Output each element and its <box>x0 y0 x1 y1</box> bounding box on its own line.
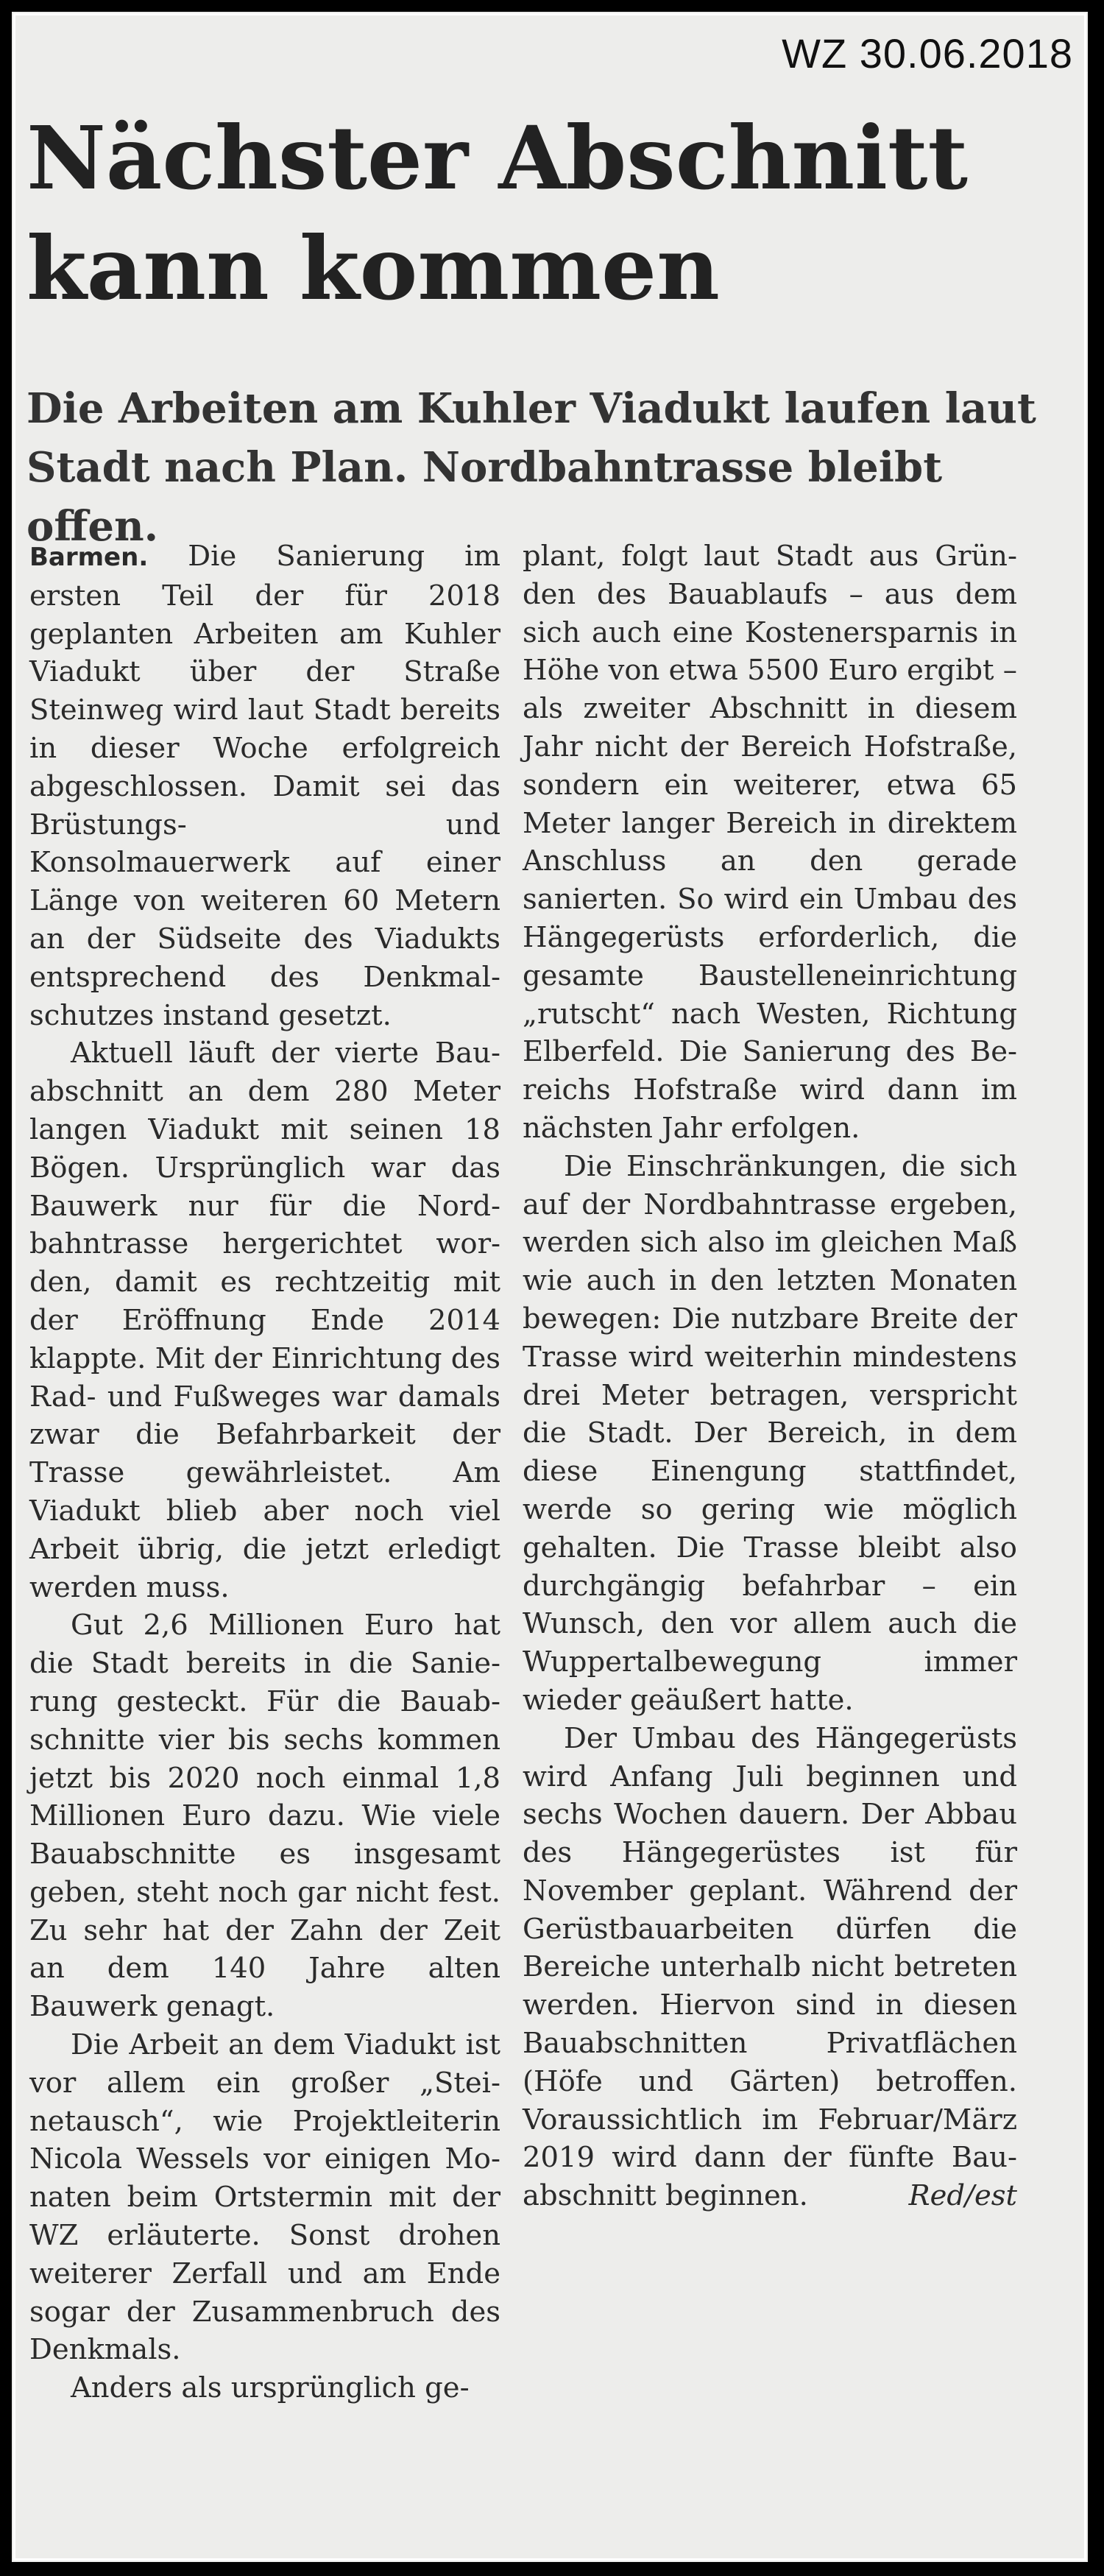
paragraph: Aktuell läuft der vierte Bauabschnitt an dem 280 Meter langen Viadukt mit seinen 18 Bögen. Ursprünglich war das Bauwerk nur für die Nordbahntrasse hergerichtet worden, damit es rechtzeitig mit der Eröffnung Ende 2014 klappte. Mit der Einrichtung des Rad- und Fußweges war damals zwar die Befahrbarkeit der Trasse gewährleistet. Am Viadukt blieb aber noch viel Arbeit übrig, die jetzt erledigt werden muss. <box>29 1037 500 1604</box>
paragraph: plant, folgt laut Stadt aus Gründen des Bauablaufs – aus dem sich auch eine Kostenersparnis in Höhe von etwa 5500 Euro ergibt – als zweiter Abschnitt in diesem Jahr nicht der Bereich Hofstraße, sondern ein weiterer, etwa 65 Meter langer Bereich in direktem Anschluss an den gerade sanierten. So wird ein Umbau des Hängegerüsts erforderlich, die gesamte Baustelleneinrichtung „rutscht“ nach Westen, Richtung Elberfeld. Die Sanierung des Bereichs Hofstraße wird dann im nächsten Jahr erfolgen. <box>523 540 1017 1145</box>
headline-line-1: Nächster Abschnitt <box>26 107 968 209</box>
paragraph: Gut 2,6 Millionen Euro hat die Stadt bereits in die Sanierung gesteckt. Für die Bauabschnitte vier bis sechs kommen jetzt bis 2020 noch einmal 1,8 Millionen Euro dazu. Wie viele Bauabschnitte es insgesamt geben, steht noch gar nicht fest. Zu sehr hat der Zahn der Zeit an dem 140 Jahre alten Bauwerk genagt. <box>29 1609 500 2024</box>
paragraph: Die Einschränkungen, die sich auf der Nordbahntrasse ergeben, werden sich also im gleichen Maß wie auch in den letzten Monaten bewegen: Die nutzbare Breite der Trasse wird weiterhin mindestens drei Meter betragen, verspricht die Stadt. Der Bereich, in dem diese Einengung stattfindet, werde so gering wie möglich gehalten. Die Trasse bleibt also durchgängig befahrbar – ein Wunsch, den vor allem auch die Wuppertalbewegung immer wieder geäußert hatte. <box>523 1149 1017 1717</box>
dateline: Barmen. <box>29 543 149 572</box>
author-signature: Red/est <box>908 2179 1017 2213</box>
source-date-label: WZ 30.06.2018 <box>782 30 1073 77</box>
subheadline-line-2: Stadt nach Plan. Nordbahntrasse bleibt offen. <box>26 443 943 551</box>
headline <box>26 103 1042 324</box>
headline-line-2: kann kommen <box>26 217 720 320</box>
article-column-left <box>29 537 500 2407</box>
subheadline <box>26 379 1057 556</box>
paragraph-text: Die Sanierung im ersten Teil der für 2018 geplanten Arbeiten am Kuhler Viadukt über der Straße Steinweg wird laut Stadt bereits in dieser Woche erfolgreich abgeschlossen. Damit sei das Brüstungs- und Konsolmauerwerk auf einer Länge von weiteren 60 Metern an der Südseite des Viadukts entsprechend des Denkmalschutzes instand gesetzt. <box>29 540 500 1032</box>
subheadline-line-1: Die Arbeiten am Kuhler Viadukt laufen laut <box>26 384 1036 433</box>
paragraph <box>29 537 500 1034</box>
paragraph: Die Arbeit an dem Viadukt ist vor allem ein großer „Steinetausch“, wie Projektleiterin Nicola Wessels vor einigen Monaten beim Ortstermin mit der WZ erläuterte. Sonst drohen weiterer Zerfall und am Ende sogar der Zusammenbruch des Denkmals. <box>29 2028 500 2367</box>
paragraph <box>523 1720 1017 2215</box>
article-column-right <box>523 537 1017 2215</box>
paragraph: Anders als ursprünglich ge- <box>71 2371 470 2405</box>
paragraph-text: Der Umbau des Hängegerüsts wird Anfang Juli beginnen und sechs Wochen dauern. Der Abbau des Hängegerüstes ist für November geplant. Während der Gerüstbauarbeiten dürfen die Bereiche unterhalb nicht betreten werden. Hiervon sind in diesen Bauabschnitten Privatflächen (Höfe und Gärten) betroffen. Voraussichtlich im Februar/März 2019 wird dann der fünfte Bauabschnitt beginnen. <box>523 1721 1017 2213</box>
